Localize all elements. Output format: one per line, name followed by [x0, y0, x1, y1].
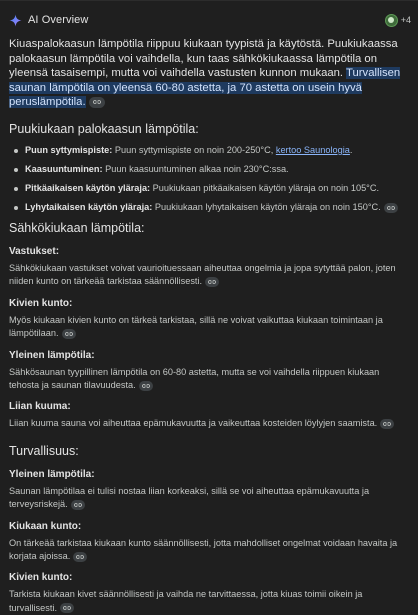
intro-paragraph: Kiuaspalokaasun lämpötila riippuu kiukaan tyypistä ja käytöstä. Puukiukaassa palokaasun lämpötila voi vaihdella, kun taas sähkökiukaassa lämpötila on yleensä tasaisempi, mutta voi vaihdella vastusten kunnon mukaan. Turvallisen saunan lämpötila on yleensä 60-80 astetta, ja 70 astetta on usein hyvä peruslämpötila. — [9, 38, 401, 109]
citation-link-icon[interactable] — [60, 603, 74, 613]
section-wood-heading: Puukiukaan palokaasun lämpötila: — [9, 121, 199, 136]
safety-sub-text: On tärkeää tarkistaa kiukaan kunto säännöllisesti, jotta mahdolliset ongelmat voidaan havaita ja korjata ajoissa. — [9, 537, 398, 562]
electric-sub-title: Kivien kunto: — [9, 297, 73, 309]
intro-text: Kiuaspalokaasun lämpötila riippuu kiukaan tyypistä ja käytöstä. Puukiukaassa palokaasun lämpötila voi vaihdella, kun taas sähkökiukaassa lämpötila on yleensä tasaisempi, mutta voi vaihdella vastusten kunnon mukaan. — [9, 38, 398, 80]
citation-link-icon[interactable] — [205, 277, 219, 287]
citation-link-icon[interactable] — [139, 381, 153, 391]
electric-sub-text: Liian kuuma sauna voi aiheuttaa epämukavuutta ja vaikeuttaa kosteiden löylyjen saamista. — [9, 417, 411, 430]
intro-highlight: Turvallisen saunan lämpötila on yleensä 60-80 astetta, ja 70 astetta on usein hyvä peruslämpötila — [9, 67, 401, 109]
list-item: Lyhytaikaisen käytön yläraja: Puukiukaan lyhytaikaisen käytön yläraja on noin 150°C. — [9, 201, 411, 214]
citation-link-icon[interactable] — [73, 552, 87, 562]
list-item: Kaasuuntuminen: Puun kaasuuntuminen alkaa noin 230°C:ssa. — [9, 163, 411, 176]
citation-link-icon[interactable] — [71, 500, 85, 510]
section-electric-heading: Sähkökiukaan lämpötila: — [9, 220, 145, 235]
source-favicon-icon — [385, 14, 398, 27]
citation-link-icon[interactable] — [89, 97, 105, 108]
section-safety-heading: Turvallisuus: — [9, 443, 79, 458]
safety-sub-title: Kivien kunto: — [9, 572, 73, 584]
sources-button[interactable] — [385, 14, 411, 27]
safety-sub-text: Tarkista kiukaan kivet säännöllisesti ja vaihda ne tarvittaessa, jotta kiuas toimii oikein ja turvallisesti. — [9, 589, 363, 613]
electric-sub-text: Sähkösaunan tyypillinen lämpötila on 60-80 astetta, mutta se voi vaihdella riippuen kiukaan tehosta ja saunan tilavuudesta. — [9, 366, 380, 390]
wood-list — [9, 144, 411, 214]
electric-sub-title: Vastukset: — [9, 245, 60, 257]
ai-overview-content — [9, 37, 411, 615]
safety-sub-title: Kiukaan kunto: — [9, 520, 82, 532]
electric-sub-title: Yleinen lämpötila: — [9, 349, 95, 361]
citation-link-icon[interactable] — [62, 329, 76, 339]
source-link[interactable]: kertoo Saunologia — [275, 144, 350, 155]
ai-overview-header — [9, 11, 411, 29]
citation-link-icon[interactable] — [384, 203, 398, 213]
sparkle-icon — [9, 14, 22, 27]
sources-count: +4 — [400, 15, 411, 25]
ai-overview-title: AI Overview — [28, 14, 89, 26]
electric-sub-text: Myös kiukaan kivien kunto on tärkeä tarkistaa, sillä ne voivat vaikuttaa kiukaan toimintaan ja lämpötilaan. — [9, 314, 383, 339]
electric-sub-text: Sähkökiukaan vastukset voivat vaurioituessaan aiheuttaa ongelmia ja jopa sytyttää palon, joten niiden kunto on tärkeää tarkistaa säännöllisesti. — [9, 262, 396, 287]
electric-sub-title: Liian kuuma: — [9, 401, 71, 413]
citation-link-icon[interactable] — [380, 419, 394, 429]
safety-sub-title: Yleinen lämpötila: — [9, 468, 95, 480]
list-item: Pitkäaikaisen käytön yläraja: Puukiukaan pitkäaikaisen käytön yläraja on noin 105°C. — [9, 182, 411, 195]
safety-sub-text: Saunan lämpötilaa ei tulisi nostaa liian korkeaksi, sillä se voi aiheuttaa epämukavuutta ja terveysriskejä. — [9, 485, 370, 510]
list-item: Puun syttymispiste: Puun syttymispiste on noin 200-250°C, kertoo Saunologia. — [9, 144, 411, 157]
